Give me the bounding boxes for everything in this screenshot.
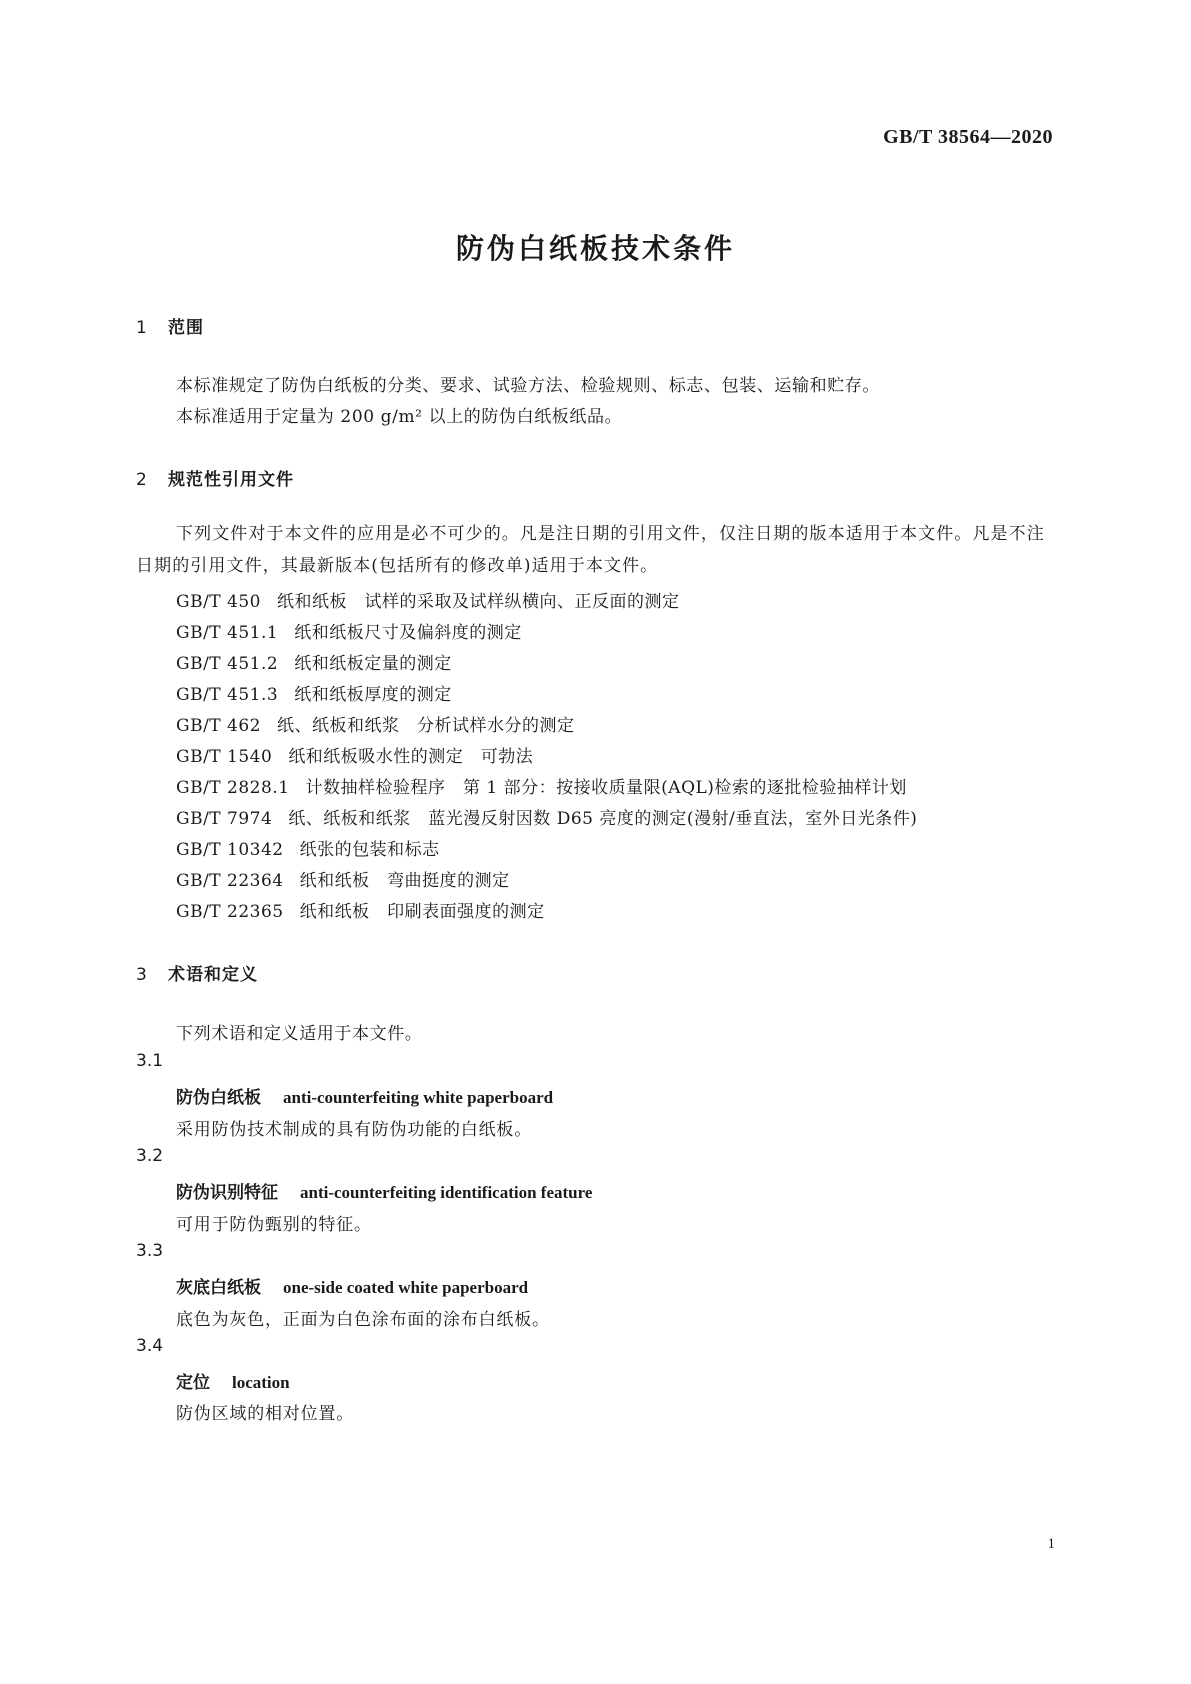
document-title: 防伪白纸板技术条件: [455, 232, 735, 265]
term-chinese: 定位: [176, 1373, 210, 1393]
term-english: anti-counterfeiting white paperboard: [283, 1088, 554, 1107]
term-definition: 底色为灰色，正面为白色涂布面的涂布白纸板。: [176, 1310, 550, 1330]
section-title: 范围: [168, 318, 204, 338]
reference-title: 计数抽样检验程序 第 1 部分：按接收质量限(AQL)检索的逐批检验抽样计划: [305, 778, 907, 798]
reference-item: [176, 835, 440, 860]
section-title: 规范性引用文件: [168, 470, 294, 490]
term-chinese: 防伪白纸板: [176, 1088, 261, 1108]
term-heading: [176, 1273, 528, 1298]
reference-code: GB/T 7974: [176, 809, 273, 829]
term-definition: 采用防伪技术制成的具有防伪功能的白纸板。: [176, 1120, 532, 1140]
term-english: anti-counterfeiting identification feature: [300, 1183, 593, 1202]
reference-item: [176, 587, 680, 612]
reference-item: [176, 711, 575, 736]
reference-title: 纸和纸板 印刷表面强度的测定: [299, 902, 545, 922]
terms-intro-paragraph: 下列术语和定义适用于本文件。: [176, 1024, 423, 1044]
term-definition: 防伪区域的相对位置。: [176, 1404, 354, 1424]
term-heading: [176, 1368, 290, 1393]
reference-code: GB/T 1540: [176, 747, 273, 767]
term-english: location: [232, 1373, 290, 1392]
section-number: 1: [136, 318, 148, 338]
term-heading: [176, 1083, 553, 1108]
reference-code: GB/T 450: [176, 592, 261, 612]
term-number: 3.3: [136, 1241, 164, 1261]
reference-title: 纸和纸板厚度的测定: [294, 685, 452, 705]
term-number: 3.2: [136, 1146, 164, 1166]
reference-item: [176, 680, 452, 705]
reference-title: 纸和纸板 弯曲挺度的测定: [299, 871, 510, 891]
reference-title: 纸和纸板吸水性的测定 可勃法: [288, 747, 534, 767]
reference-item: [176, 742, 533, 767]
scope-paragraph-1: 本标准规定了防伪白纸板的分类、要求、试验方法、检验规则、标志、包装、运输和贮存。: [176, 376, 880, 396]
reference-code: GB/T 462: [176, 716, 261, 736]
page-number: 1: [1047, 1536, 1055, 1552]
reference-code: GB/T 451.3: [176, 685, 279, 705]
reference-title: 纸和纸板 试样的采取及试样纵横向、正反面的测定: [277, 592, 680, 612]
reference-code: GB/T 2828.1: [176, 778, 290, 798]
section-1-heading: [136, 313, 204, 338]
reference-code: GB/T 451.1: [176, 623, 279, 643]
reference-title: 纸和纸板定量的测定: [294, 654, 452, 674]
term-number: 3.4: [136, 1336, 164, 1356]
reference-title: 纸、纸板和纸浆 蓝光漫反射因数 D65 亮度的测定(漫射/垂直法，室外日光条件): [288, 809, 918, 829]
reference-item: [176, 897, 545, 922]
reference-item: [176, 773, 907, 798]
section-title: 术语和定义: [168, 965, 258, 985]
reference-title: 纸张的包装和标志: [299, 840, 440, 860]
section-2-heading: [136, 465, 294, 490]
references-intro-paragraph: 下列文件对于本文件的应用是必不可少的。凡是注日期的引用文件，仅注日期的版本适用于本文件。凡是不注日期的引用文件，其最新版本(包括所有的修改单)适用于本文件。: [136, 524, 1045, 576]
term-heading: [176, 1178, 592, 1203]
section-number: 3: [136, 965, 148, 985]
reference-title: 纸、纸板和纸浆 分析试样水分的测定: [277, 716, 575, 736]
reference-item: [176, 804, 917, 829]
term-number: 3.1: [136, 1051, 164, 1071]
term-english: one-side coated white paperboard: [283, 1278, 529, 1297]
term-chinese: 防伪识别特征: [176, 1183, 278, 1203]
term-definition: 可用于防伪甄别的特征。: [176, 1215, 372, 1235]
reference-item: [176, 866, 510, 891]
reference-title: 纸和纸板尺寸及偏斜度的测定: [294, 623, 522, 643]
scope-paragraph-2: 本标准适用于定量为 200 g/m² 以上的防伪白纸板纸品。: [176, 407, 623, 427]
term-chinese: 灰底白纸板: [176, 1278, 261, 1298]
reference-code: GB/T 10342: [176, 840, 284, 860]
reference-code: GB/T 22365: [176, 902, 284, 922]
section-number: 2: [136, 470, 148, 490]
reference-item: [176, 618, 522, 643]
reference-code: GB/T 451.2: [176, 654, 279, 674]
reference-item: [176, 649, 452, 674]
section-3-heading: [136, 960, 258, 985]
reference-code: GB/T 22364: [176, 871, 284, 891]
standard-code: GB/T 38564—2020: [883, 126, 1053, 148]
